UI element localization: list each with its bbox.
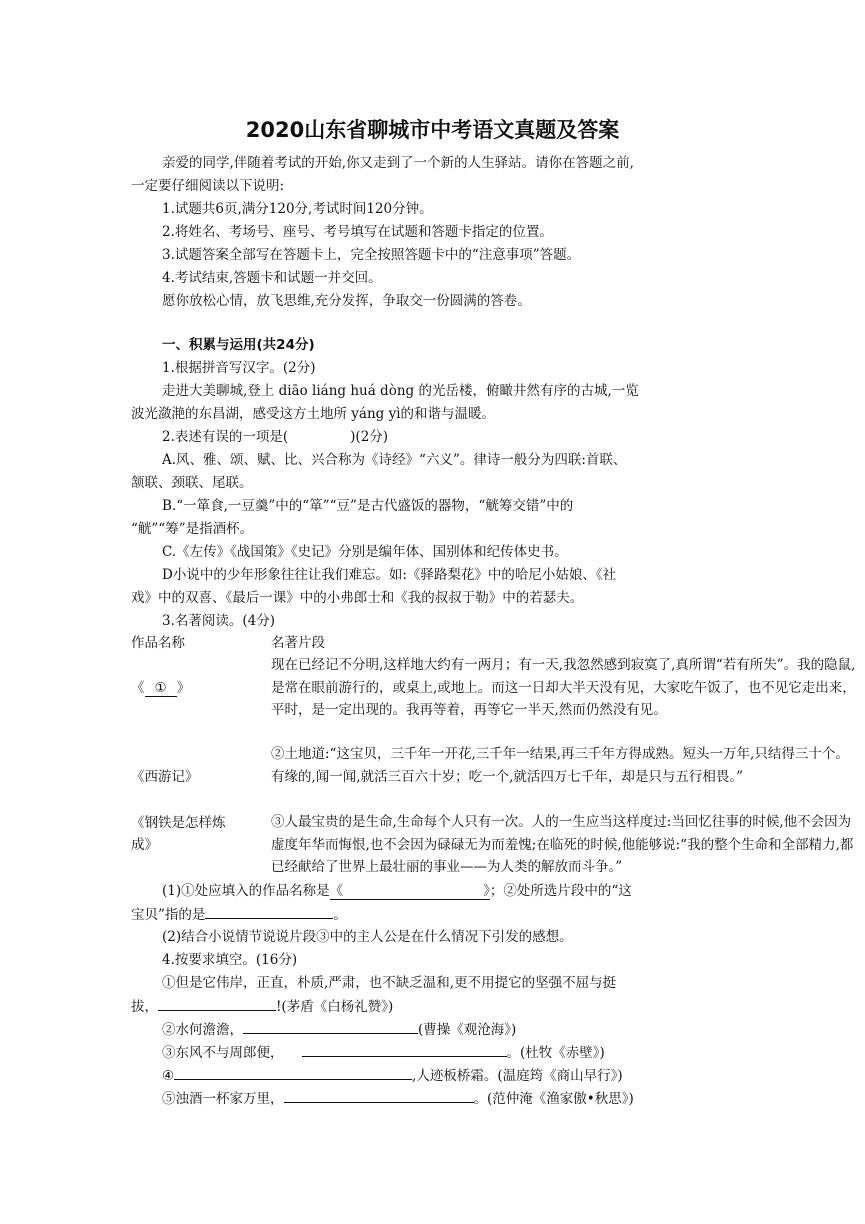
q4-item5-text: ⑤浊酒一杯家万里， <box>162 1091 284 1107</box>
q4-item3-blank <box>302 1041 507 1057</box>
q3-row1-close: 》 <box>176 680 191 696</box>
intro-line-2: 一定要仔细阅读以下说明: <box>131 178 285 194</box>
page-title: 2020山东省聊城市中考语文真题及答案 <box>245 118 620 142</box>
q3-row3-name-line-1: 《钢铁是怎样炼 <box>131 815 226 831</box>
q3-sub1-text: (1)①处应填入的作品名称是 <box>162 883 330 899</box>
q4-item2-text: ②水何澹澹， <box>162 1022 243 1038</box>
q2-option-a-line-1: A.风、雅、颂、赋、比、兴合称为《诗经》“六义”。律诗一般分为四联:首联、 <box>162 452 627 468</box>
q4-item2-blank <box>243 1018 418 1034</box>
q2-stem <box>162 426 388 448</box>
q4-stem: 4.按要求填空。(16分) <box>162 952 298 968</box>
q1-line-2: 波光潋滟的东昌湖，感受这方土地所 yáng yì的和谐与温暖。 <box>131 406 496 422</box>
q2-option-c: C.《左传》《战国策》《史记》分别是编年体、国别体和纪传体史书。 <box>162 544 568 560</box>
q4-item1-blank <box>158 995 276 1011</box>
q4-item4-text: ④ <box>162 1068 175 1084</box>
q3-row2-excerpt: ②土地道:“这宝贝，三千年一开花,三千年一结果,再三千年方得成熟。短头一万年,只结得三十个。有缘的,闻一闻,就活三百六十岁；吃一个,就活四万七千年，却是只与五行相畏。” <box>271 746 849 785</box>
q3-row1-open: 《 <box>131 680 145 696</box>
intro-closing: 愿你放松心情，放飞思维,充分发挥，争取交一份圆满的答卷。 <box>162 293 531 309</box>
q3-sub1-title-blank <box>330 883 490 900</box>
q4-item4 <box>162 1064 623 1087</box>
q3-stem: 3.名著阅读。(4分) <box>162 613 276 629</box>
q4-item3 <box>162 1041 605 1064</box>
q4-item2-source: (曹操《观沧海》) <box>418 1022 517 1038</box>
q1-stem: 1.根据拼音写汉字。(2分) <box>162 360 316 376</box>
q1-line-1: 走进大美聊城,登上 diāo liáng huá dòng 的光岳楼，俯瞰井然有序的古城,一览 <box>162 383 639 399</box>
q3-sub1-line-2 <box>131 903 347 926</box>
q3-sub1-open: 《 <box>329 883 344 899</box>
q4-item5 <box>162 1087 634 1110</box>
q3-row3-excerpt: ③人最宝贵的是生命,生命每个人只有一次。人的一生应当这样度过:当回忆往事的时候,他不会因为虚度年华而悔恨,也不会因为碌碌无为而羞愧;在临死的时候,他能够说:“我的整个生命和全部精力,都已经献给了世界上最壮丽的事业——为人类的解放而斗争。” <box>271 814 854 875</box>
intro-item-2: 2.将姓名、考场号、座号、考号填写在试题和答题卡指定的位置。 <box>162 224 553 240</box>
q2-stem-score: )(2分) <box>350 429 389 445</box>
q3-row1-excerpt: 现在已经记不分明,这样地大约有一两月；有一天,我忽然感到寂寞了,真所谓“若有所失”。我的隐鼠,是常在眼前游行的，或桌上,或地上。而这一日却大半天没有见，大家吃午饭了，也不见它走出来，平时，是一定出现的。我再等着，再等它一半天,然而仍然没有见。 <box>271 657 856 718</box>
section-heading: 一、积累与运用(共24分) <box>162 337 315 353</box>
intro-item-4: 4.考试结束,答题卡和试题一并交回。 <box>162 270 382 286</box>
q4-item1-source: !(茅盾《白杨礼赞》) <box>276 999 394 1015</box>
intro-item-1: 1.试题共6页,满分120分,考试时间120分钟。 <box>162 201 433 217</box>
q4-item1-line-2 <box>131 995 393 1018</box>
q4-item2 <box>162 1018 516 1041</box>
intro-item-3: 3.试题答案全部写在答题卡上，完全按照答题卡中的“注意事项”答题。 <box>162 247 581 263</box>
q3-col-header-name: 作品名称 <box>131 635 185 651</box>
q3-sub2: (2)结合小说情节说说片段③中的主人公是在什么情况下引发的感想。 <box>162 929 573 945</box>
q3-sub1-close: 》 <box>483 883 490 899</box>
intro-line-1: 亲爱的同学,伴随着考试的开始,你又走到了一个新的人生驿站。请你在答题之前, <box>162 155 634 171</box>
q3-row3-name-line-2: 成》 <box>131 837 158 853</box>
q2-stem-text: 2.表述有误的一项是( <box>162 429 289 445</box>
q3-sub1-answer-blank <box>205 903 333 919</box>
q2-option-d-line-2: 戏》中的双喜、《最后一课》中的小弗郎士和《我的叔叔于勒》中的若瑟夫。 <box>131 590 584 606</box>
q4-item4-source: ,人迹板桥霜。(温庭筠《商山早行》) <box>412 1068 623 1084</box>
q2-option-a-line-2: 颔联、颈联、尾联。 <box>131 475 253 491</box>
q2-option-b-line-2: “觥”“筹”是指酒杯。 <box>131 521 254 537</box>
q4-item5-source: 。(范仲淹《渔家傲•秋思》) <box>473 1091 634 1107</box>
q4-item1-text: 拔， <box>131 999 158 1015</box>
q3-row2-name: 《西游记》 <box>131 769 199 785</box>
q4-item5-blank <box>284 1087 474 1103</box>
q3-sub1-text-2: ；②处所选片段中的“这 <box>489 883 632 899</box>
q4-item3-text: ③东风不与周郎便， <box>162 1045 284 1061</box>
q4-item4-blank <box>174 1064 412 1080</box>
q3-row1-blank: ① <box>145 680 177 697</box>
q3-row1-name <box>131 677 190 699</box>
q4-item3-source: 。(杜牧《赤壁》) <box>506 1045 605 1061</box>
q3-col-header-excerpt: 名著片段 <box>271 635 325 651</box>
q3-sub1-line-1 <box>162 880 632 902</box>
q2-option-b-line-1: B.“一箪食,一豆羹”中的“箪”“豆”是古代盛饭的器物，“觥筹交错”中的 <box>162 498 574 514</box>
q3-sub1-end: 。 <box>333 907 347 923</box>
q4-item1-line-1: ①但是它伟岸，正直，朴质,严肃，也不缺乏温和,更不用提它的坚强不屈与挺 <box>162 975 617 991</box>
q2-option-d-line-1: D小说中的少年形象往往让我们难忘。如:《驿路梨花》中的哈尼小姑娘、《社 <box>162 567 617 583</box>
q3-sub1-text-3: 宝贝”指的是 <box>131 907 206 923</box>
